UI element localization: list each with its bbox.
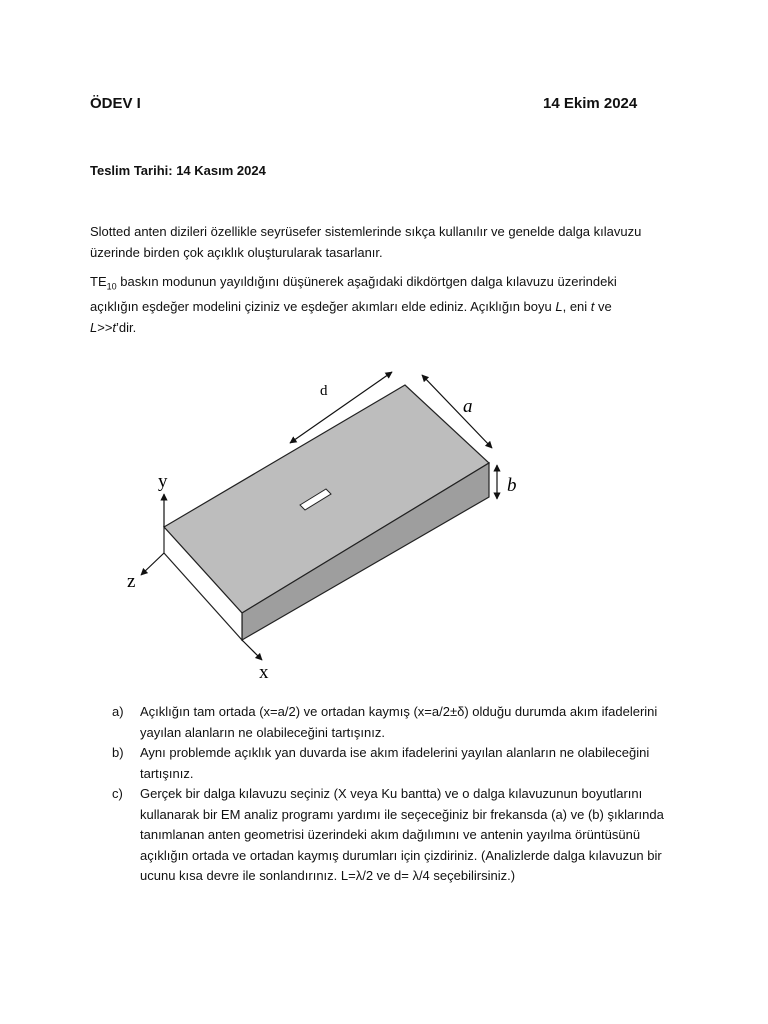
var-t-2: t <box>112 319 117 335</box>
intro-line-1: Slotted anten dizileri özellikle seyrüsefer sistemlerinde sıkça kullanılır ve genelde dalga kılavuzu <box>90 224 642 239</box>
assignment-date: 14 Ekim 2024 <box>543 95 638 112</box>
te-mode: TE <box>90 274 107 289</box>
label-a: a <box>463 396 473 417</box>
var-L-2: L <box>90 319 98 335</box>
task-line-3-text: ’dir. <box>116 319 137 335</box>
label-d: d <box>320 383 328 399</box>
question-a-label: a) <box>112 704 124 719</box>
var-t: t <box>590 299 595 315</box>
intro-line-2: üzerinde birden çok açıklık oluşturularak tasarlanır. <box>90 244 383 260</box>
label-z: z <box>127 571 136 592</box>
task-line-2-text-b: , eni <box>562 299 591 315</box>
question-b-label: b) <box>112 745 124 760</box>
te-mode-subscript: 10 <box>106 281 117 292</box>
task-line-2-text-c: ve <box>594 299 612 315</box>
task-line-1-text: baskın modunun yayıldığını düşünerek aşağıdaki dikdörtgen dalga kılavuzu üzerindeki <box>116 274 617 289</box>
label-y: y <box>158 471 168 492</box>
question-b-text: Aynı problemde açıklık yan duvarda ise akım ifadelerini yayılan alanların ne olabileceğini tartışınız. <box>140 745 650 781</box>
question-b <box>90 743 690 784</box>
z-axis-arrow <box>141 553 164 575</box>
label-b: b <box>507 475 517 496</box>
question-a-text: Açıklığın tam ortada (x=a/2) ve ortadan kaymış (x=a/2±δ) olduğu durumda akım ifadelerini yayılan alanların ne olabileceğini tartışınız. <box>140 704 658 740</box>
question-c-text: Gerçek bir dalga kılavuzu seçiniz (X veya Ku bantta) ve o dalga kılavuzunun boyutlarını kullanarak bir EM analiz programı yardımı ile seçeceğiniz bir frekansda (a) ve (b) şıklarında tanımlanan anten geometrisi üzerindeki akım dağılımını ve antenin yayılma örüntüsünü açıklığın ortada ve ortadan kaymış durumları için çizdiriniz. (Analizlerde dalga kılavuzun bir ucunu kısa devre ile sonlandırınız. L=λ/2 ve d= λ/4 seçebilirsiniz.) <box>140 786 664 883</box>
assignment-title: ÖDEV I <box>90 95 141 112</box>
much-greater-sign: >> <box>97 319 113 335</box>
deadline-text: Teslim Tarihi: 14 Kasım 2024 <box>90 163 266 178</box>
question-list <box>90 702 690 887</box>
question-a <box>90 702 690 743</box>
var-L: L <box>555 299 563 315</box>
label-x: x <box>259 662 269 683</box>
x-axis-arrow <box>242 640 262 660</box>
question-c <box>90 784 690 887</box>
task-line-2-text: açıklığın eşdeğer modelini çiziniz ve eşdeğer akımları elde ediniz. Açıklığın boyu <box>90 299 556 315</box>
question-c-label: c) <box>112 786 123 801</box>
